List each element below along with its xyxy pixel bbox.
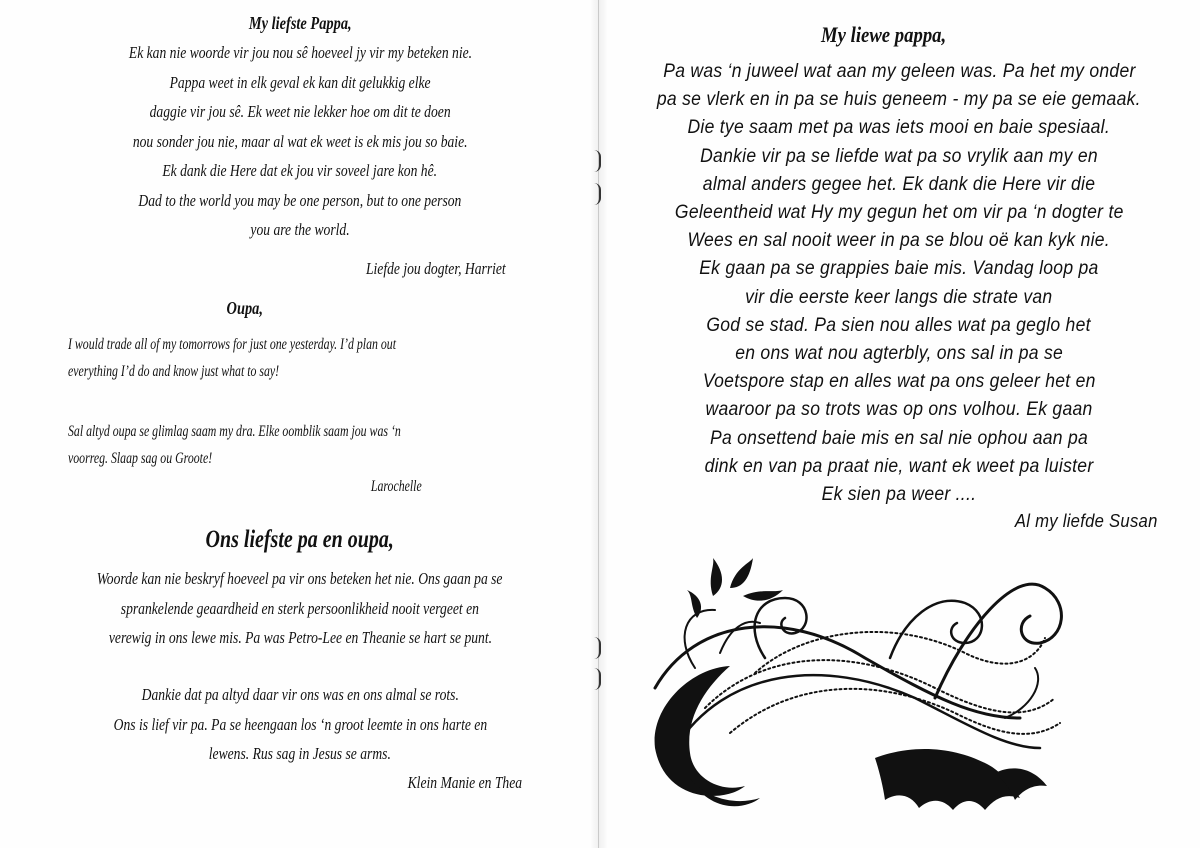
letter-manie-thea-title: Ons liefste pa en oupa, <box>205 526 395 553</box>
letter-manie-thea-para2 <box>40 680 560 769</box>
text-line: Pa onsettend baie mis en sal nie ophou aan pa <box>709 426 1089 449</box>
letter-harriet <box>40 8 560 245</box>
text-line: daggie vir jou sê. Ek weet nie lekker hoe om dit te doen <box>149 102 451 121</box>
letter-susan-signature: Al my liefde Susan <box>1015 510 1158 531</box>
letter-harriet-title: My liefste Pappa, <box>248 13 352 33</box>
text-line: voorreg. Slaap sag ou Groote! <box>68 450 213 467</box>
text-line: verewig in ons lewe mis. Pa was Petro-Lee en Theanie se hart se punt. <box>108 628 492 647</box>
text-line: dink en van pa praat nie, want ek weet pa luister <box>704 454 1094 477</box>
text-line: I would trade all of my tomorrows for just one yesterday. I’d plan out <box>68 336 396 353</box>
text-line: Ek kan nie woorde vir jou nou sê hoeveel jy vir my beteken nie. <box>128 43 472 62</box>
letter-susan-body <box>599 57 1199 508</box>
text-line: almal anders gegee het. Ek dank die Here vir die <box>702 172 1096 195</box>
text-line: Pa was ‘n juweel wat aan my geleen was. Pa het my onder <box>662 60 1136 82</box>
letter-harriet-body <box>40 38 560 245</box>
text-line: waaroor pa so trots was op ons volhou. Ek gaan <box>705 398 1093 421</box>
staple-mark <box>594 668 601 690</box>
text-line: Pappa weet in elk geval ek kan dit gelukkig elke <box>169 72 431 92</box>
text-line: you are the world. <box>250 220 350 239</box>
staple-mark <box>594 150 601 172</box>
text-line: God se stad. Pa sien nou alles wat pa geglo het <box>706 313 1092 336</box>
staple-mark <box>594 183 601 205</box>
text-line: vir die eerste keer langs die strate van <box>745 285 1053 308</box>
letter-manie-thea-signature: Klein Manie en Thea <box>407 773 522 792</box>
left-page <box>0 0 599 848</box>
text-line: en ons wat nou agterbly, ons sal in pa se <box>735 342 1063 365</box>
text-line: Die tye saam met pa was iets mooi en baie spesiaal. <box>687 116 1111 139</box>
text-line: everything I’d do and know just what to say! <box>68 363 280 380</box>
text-line: Ek dank die Here dat ek jou vir soveel jare kon hê. <box>162 161 438 180</box>
text-line: Voetspore stap en alles wat pa ons geleer het en <box>702 370 1096 393</box>
text-line: Wees en sal nooit weer in pa se blou oë kan kyk nie. <box>687 229 1111 252</box>
text-line: nou sonder jou nie, maar al wat ek weet is ek mis jou so baie. <box>132 131 468 151</box>
letter-larochelle-signature: Larochelle <box>371 478 422 495</box>
letter-harriet-signature: Liefde jou dogter, Harriet <box>366 259 506 278</box>
text-line: Sal altyd oupa se glimlag saam my dra. Elke oomblik saam jou was ‘n <box>68 423 401 440</box>
text-line: Ek gaan pa se grappies baie mis. Vandag loop pa <box>699 257 1099 280</box>
text-line: Ek sien pa weer .... <box>821 483 977 506</box>
staple-mark <box>594 637 601 659</box>
text-line: Dankie vir pa se liefde wat pa so vrylik aan my en <box>700 144 1098 167</box>
text-line: Dankie dat pa altyd daar vir ons was en ons almal se rots. <box>141 685 459 704</box>
text-line: Dad to the world you may be one person, but to one person <box>138 190 462 210</box>
text-line: lewens. Rus sag in Jesus se arms. <box>208 744 392 763</box>
floral-swirl-ornament-icon <box>635 548 1065 828</box>
text-line: Geleentheid wat Hy my gegun het om vir pa ‘n dogter te <box>674 201 1124 224</box>
text-line: pa se vlerk en in pa se huis geneem - my pa se eie gemaak. <box>657 88 1141 111</box>
letter-susan-title: My liewe pappa, <box>821 22 947 47</box>
text-line: Woorde kan nie beskryf hoeveel pa vir ons beteken het nie. Ons gaan pa se <box>97 569 503 588</box>
letter-manie-thea-para1 <box>40 564 560 653</box>
letter-larochelle-title: Oupa, <box>226 298 264 318</box>
text-line: Ons is lief vir pa. Pa se heengaan los ‘n groot leemte in ons harte en <box>113 714 487 734</box>
text-line: sprankelende geaardheid en sterk persoonlikheid nooit vergeet en <box>120 598 480 618</box>
